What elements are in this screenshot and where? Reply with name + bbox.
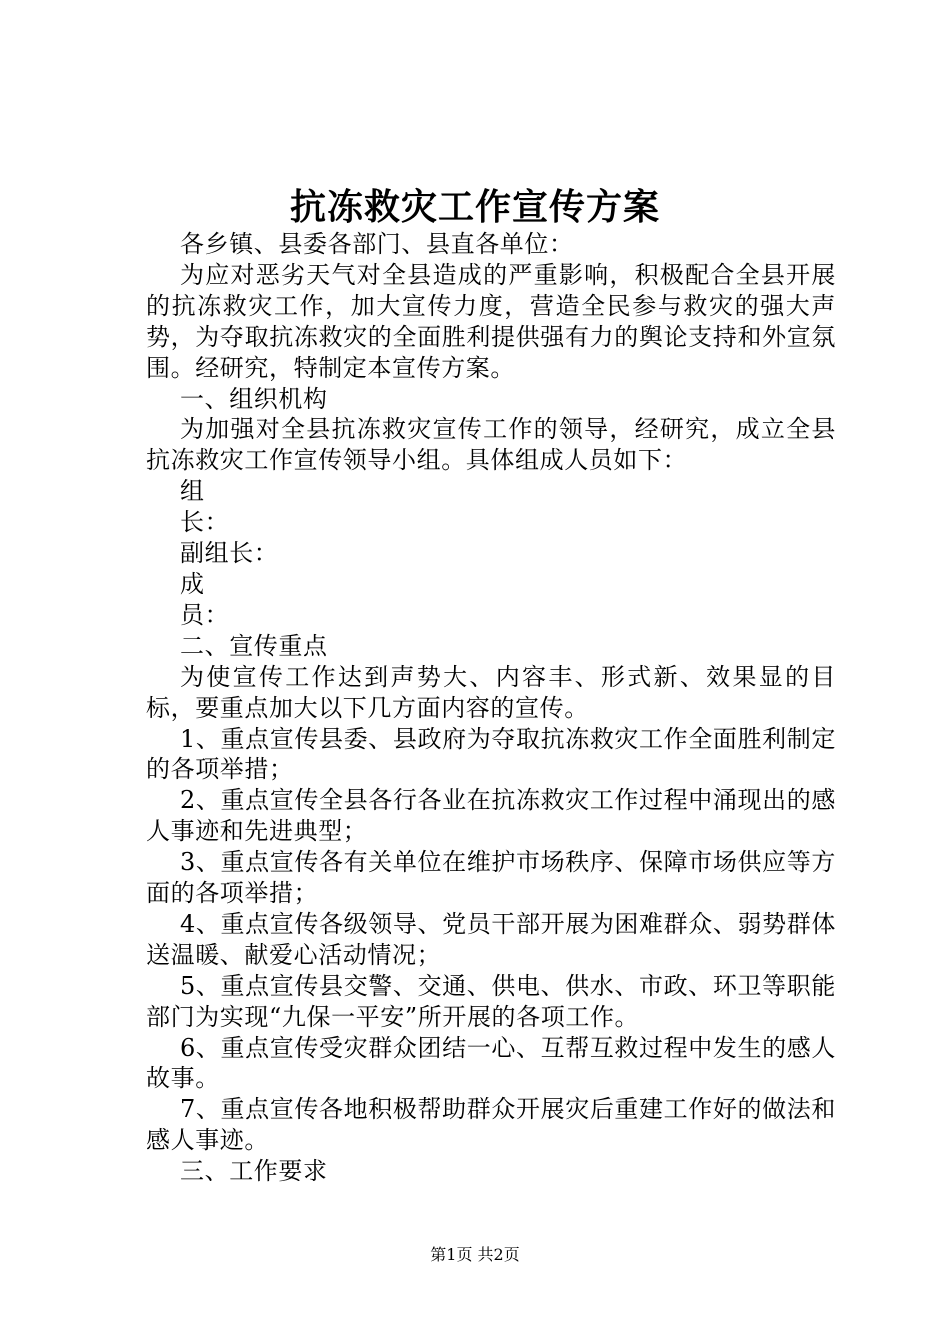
page-footer: 第1页 共2页 xyxy=(430,1245,520,1264)
point-item: 6、重点宣传受灾群众团结一心、互帮互救过程中发生的感人故事。 xyxy=(146,1033,836,1093)
section2-heading: 二、宣传重点 xyxy=(180,631,328,660)
document-title: 抗冻救灾工作宣传方案 xyxy=(289,186,660,228)
salutation: 各乡镇、县委各部门、县直各单位： xyxy=(180,230,574,258)
section3-heading: 三、工作要求 xyxy=(180,1157,328,1186)
point-item: 7、重点宣传各地积极帮助群众开展灾后重建工作好的做法和感人事迹。 xyxy=(146,1095,836,1155)
leader-label: 组长： xyxy=(180,477,230,537)
section2-paragraph: 为使宣传工作达到声势大、内容丰、形式新、效果显的目标，要重点加大以下几方面内容的宣传。 xyxy=(146,662,836,722)
intro-paragraph: 为应对恶劣天气对全县造成的严重影响，积极配合全县开展的抗冻救灾工作，加大宣传力度，营造全民参与救灾的强大声势，为夺取抗冻救灾的全面胜利提供强有力的舆论支持和外宣氛围。经研究，特制定本宣传方案。 xyxy=(146,260,836,382)
point-item: 1、重点宣传县委、县政府为夺取抗冻救灾工作全面胜利制定的各项举措； xyxy=(146,724,836,784)
deputy-leader-label: 副组长： xyxy=(180,539,279,568)
point-item: 5、重点宣传县交警、交通、供电、供水、市政、环卫等职能部门为实现“九保一平安”所开展的各项工作。 xyxy=(146,971,836,1031)
document-body xyxy=(146,229,836,1187)
section1-heading: 一、组织机构 xyxy=(180,384,328,413)
point-item: 3、重点宣传各有关单位在维护市场秩序、保障市场供应等方面的各项举措； xyxy=(146,848,836,908)
member-label: 成员： xyxy=(180,569,230,629)
point-item: 2、重点宣传全县各行各业在抗冻救灾工作过程中涌现出的感人事迹和先进典型； xyxy=(146,786,836,846)
section1-paragraph: 为加强对全县抗冻救灾宣传工作的领导，经研究，成立全县抗冻救灾工作宣传领导小组。具体组成人员如下： xyxy=(146,415,836,475)
point-item: 4、重点宣传各级领导、党员干部开展为困难群众、弱势群体送温暖、献爱心活动情况； xyxy=(146,909,836,969)
